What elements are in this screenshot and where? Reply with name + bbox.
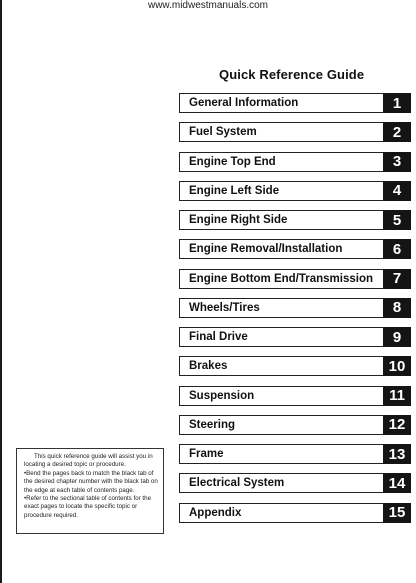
chapter-tab-number: 15 bbox=[383, 503, 411, 523]
chapter-label: Steering bbox=[179, 415, 384, 435]
chapter-row-engine-left-side[interactable] bbox=[179, 181, 411, 201]
chapter-tab-number: 9 bbox=[383, 327, 411, 347]
chapter-label: Electrical System bbox=[179, 473, 384, 493]
instruction-refer-toc: •Refer to the sectional table of contents for the exact pages to locate the specific topic or procedure required. bbox=[24, 495, 152, 519]
chapter-tab-number: 10 bbox=[383, 356, 411, 376]
chapter-row-wheels-tires[interactable] bbox=[179, 298, 411, 318]
chapter-row-brakes[interactable] bbox=[179, 356, 411, 376]
chapter-tab-number: 14 bbox=[383, 473, 411, 493]
chapter-label: Wheels/Tires bbox=[179, 298, 384, 318]
chapter-tab-number: 5 bbox=[383, 210, 411, 230]
source-url: www.midwestmanuals.com bbox=[147, 0, 269, 11]
chapter-label: Suspension bbox=[179, 386, 384, 406]
chapter-tab-number: 7 bbox=[383, 269, 411, 289]
chapter-tab-number: 6 bbox=[383, 239, 411, 259]
chapter-label: Fuel System bbox=[179, 122, 384, 142]
chapter-tab-number: 12 bbox=[383, 415, 411, 435]
chapter-label: Engine Top End bbox=[179, 152, 384, 172]
chapter-tab-number: 3 bbox=[383, 152, 411, 172]
chapter-row-frame[interactable] bbox=[179, 444, 411, 464]
chapter-label: Engine Left Side bbox=[179, 181, 384, 201]
chapter-row-appendix[interactable] bbox=[179, 503, 411, 523]
instruction-intro: This quick reference guide will assist you in locating a desired topic or procedure. bbox=[24, 453, 153, 469]
page-edge-rule bbox=[0, 0, 2, 583]
chapter-row-fuel-system[interactable] bbox=[179, 122, 411, 142]
chapter-label: Appendix bbox=[179, 503, 384, 523]
usage-instructions-box bbox=[16, 448, 164, 534]
chapter-row-engine-top-end[interactable] bbox=[179, 152, 411, 172]
chapter-row-final-drive[interactable] bbox=[179, 327, 411, 347]
chapter-row-general-information[interactable] bbox=[179, 93, 411, 113]
chapter-label: Engine Bottom End/Transmission bbox=[179, 269, 384, 289]
chapter-row-electrical-system[interactable] bbox=[179, 473, 411, 493]
chapter-tab-number: 4 bbox=[383, 181, 411, 201]
chapter-guide bbox=[179, 93, 411, 532]
chapter-tab-number: 2 bbox=[383, 122, 411, 142]
chapter-row-engine-right-side[interactable] bbox=[179, 210, 411, 230]
chapter-tab-number: 11 bbox=[383, 386, 411, 406]
chapter-tab-number: 8 bbox=[383, 298, 411, 318]
chapter-tab-number: 1 bbox=[383, 93, 411, 113]
chapter-row-engine-removal-installation[interactable] bbox=[179, 239, 411, 259]
chapter-row-engine-bottom-end-transmission[interactable] bbox=[179, 269, 411, 289]
chapter-label: Engine Removal/Installation bbox=[179, 239, 384, 259]
chapter-row-steering[interactable] bbox=[179, 415, 411, 435]
chapter-row-suspension[interactable] bbox=[179, 386, 411, 406]
page-title: Quick Reference Guide bbox=[219, 67, 365, 82]
chapter-label: Brakes bbox=[179, 356, 384, 376]
chapter-label: Frame bbox=[179, 444, 384, 464]
chapter-label: Final Drive bbox=[179, 327, 384, 347]
instruction-bend-pages: •Bend the pages back to match the black tab of the desired chapter number with the black tab on the edge at each table of contents page. bbox=[24, 469, 158, 494]
chapter-label: General Information bbox=[179, 93, 384, 113]
chapter-tab-number: 13 bbox=[383, 444, 411, 464]
chapter-label: Engine Right Side bbox=[179, 210, 384, 230]
